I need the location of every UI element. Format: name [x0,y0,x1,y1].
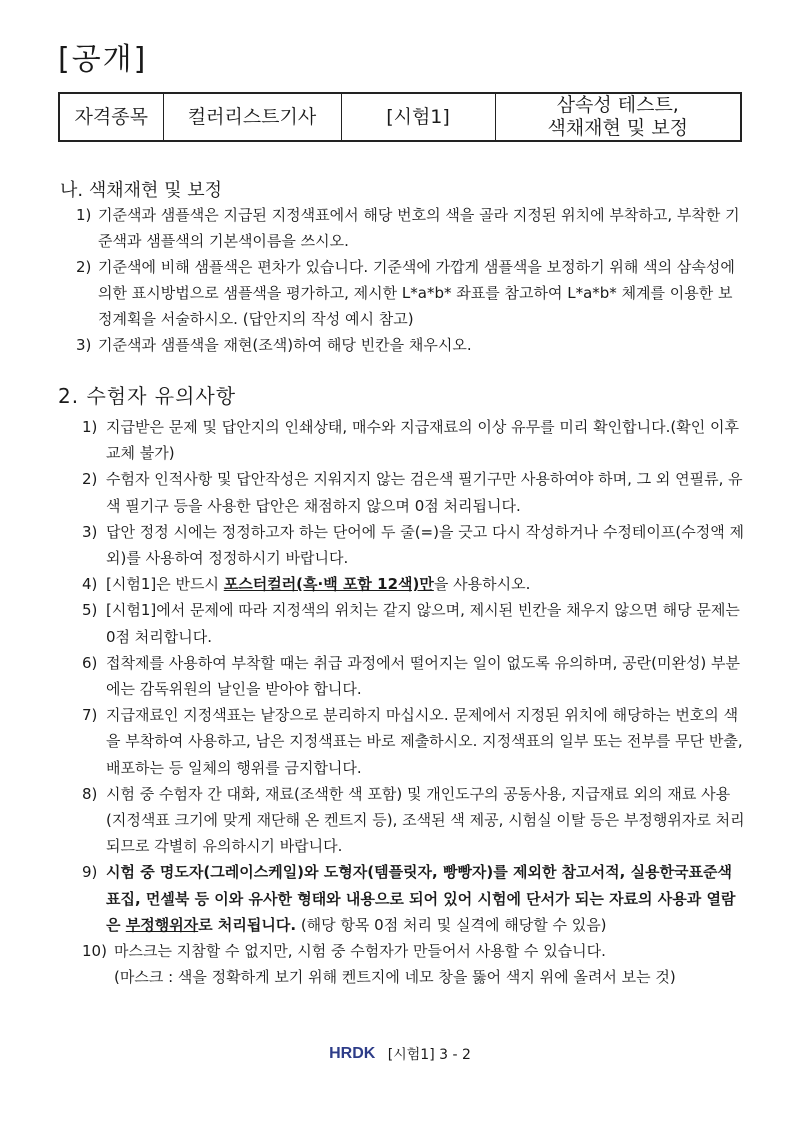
item-number: 4) [82,575,98,594]
item-text-bold: 시험 중 명도자(그레이스케일)와 도형자(템플릿자, 빵빵자)를 제외한 참고서적, 실용한국표준색표집, 먼셀북 등 이와 유사한 형태와 내용으로 되어 있어 시험에 단서가 되는 자료의 사용과 열람은 [106,863,736,934]
list-item [82,571,746,597]
item-number: 3) [76,336,92,354]
color-reproduction-list [76,202,746,358]
list-item [82,938,746,990]
list-item [82,702,746,781]
subject-header-table [58,92,742,142]
candidate-notes-list [82,414,746,990]
item-number: 2) [76,258,92,276]
item-text-pre: [시험1]은 반드시 [106,575,224,594]
header-subject-label: 자격종목 [59,93,163,141]
item-text [82,859,746,938]
item-number: 10) [82,942,107,961]
list-item [76,202,746,254]
item-text: 마스크는 지참할 수 없지만, 시험 중 수험자가 만들어서 사용할 수 있습니다. [114,942,606,961]
header-exam-label: [시험1] [341,93,495,141]
item-text-emphasis: 포스터컬러(흑·백 포함 12색)만 [223,575,434,594]
item-number: 8) [82,784,98,803]
header-topic-line1: 삼속성 테스트, [556,94,679,116]
item-number: 5) [82,601,98,620]
item-text: 수험자 인적사항 및 답안작성은 지워지지 않는 검은색 필기구만 사용하여야 하며, 그 외 연필류, 유색 필기구 등을 사용한 답안은 채점하지 않으며 0점 처리됩니다. [106,470,743,515]
list-item [82,519,746,571]
item-number: 7) [82,706,98,725]
page-footer [0,1044,800,1064]
section-title-color-reproduction: 나. 색채재현 및 보정 [60,180,222,201]
page-number: [시험1] 3 - 2 [387,1047,471,1063]
header-exam-topic [495,93,741,141]
page-label: [공개] [58,42,148,77]
item-text: 접착제를 사용하여 부착할 때는 취급 과정에서 떨어지는 일이 없도록 유의하며, 공란(미완성) 부분에는 감독위원의 날인을 받아야 합니다. [106,653,741,699]
item-text: [시험1]에서 문제에 따라 지정색의 위치는 같지 않으며, 제시된 빈칸을 채우지 않으면 해당 문제는 0점 처리합니다. [106,601,740,646]
list-item [82,781,746,860]
list-item [82,597,746,649]
item-number: 9) [82,863,98,882]
hrdk-logo: HRDK [329,1045,376,1062]
list-item [76,332,746,358]
list-item [76,254,746,332]
section-title-candidate-notes: 2. 수험자 유의사항 [58,384,237,408]
item-text: 기준색과 샘플색을 재현(조색)하여 해당 빈칸을 채우시오. [98,336,472,354]
header-subject-name: 컬러리스트기사 [163,93,341,141]
item-text-post: 을 사용하시오. [433,575,531,594]
item-number: 6) [82,653,98,672]
header-topic-line2: 색채재현 및 보정 [547,117,689,139]
list-item [82,650,746,702]
item-text: 시험 중 수험자 간 대화, 재료(조색한 색 포함) 및 개인도구의 공동사용, 지급재료 외의 재료 사용(지정색표 크기에 맞게 재단해 온 켄트지 등), 조색된 색 제공, 시험실 이탈 등은 부정행위자로 처리되므로 각별히 유의하시기 바랍니다. [106,784,745,856]
item-number: 1) [82,418,98,436]
item-number: 1) [76,206,92,224]
item-text: 답안 정정 시에는 정정하고자 하는 단어에 두 줄(=)을 긋고 다시 작성하거나 수정테이프(수정액 제외)를 사용하여 정정하시기 바랍니다. [106,522,744,568]
item-note: (마스크 : 색을 정확하게 보기 위해 켄트지에 네모 창을 뚫어 색지 위에 올려서 보는 것) [114,968,676,987]
item-number: 2) [82,470,98,489]
item-text: 지급재료인 지정색표는 낱장으로 분리하지 마십시오. 문제에서 지정된 위치에 해당하는 번호의 색을 부착하여 사용하고, 남은 지정색표는 바로 제출하시오. 지정색표의 일부 또는 전부를 무단 반출, 배포하는 등 일체의 행위를 금지합니다. [106,706,743,777]
item-text: 지급받은 문제 및 답안지의 인쇄상태, 매수와 지급재료의 이상 유무를 미리 확인합니다.(확인 이후 교체 불가) [106,418,739,463]
item-text-bold-end: 로 처리됩니다. [198,915,297,934]
list-item [82,466,746,518]
item-text: 기준색에 비해 샘플색은 편차가 있습니다. 기준색에 가깝게 샘플색을 보정하기 위해 색의 삼속성에 의한 표시방법으로 샘플색을 평가하고, 제시한 L*a*b* 좌표를 참고하여 L*a*b* 체계를 이용한 보정계획을 서술하시오. (답안지의 작성 예시 참고) [98,258,735,328]
item-text: 기준색과 샘플색은 지급된 지정색표에서 해당 번호의 색을 골라 지정된 위치에 부착하고, 부착한 기준색과 샘플색의 기본색이름을 쓰시오. [98,206,740,250]
item-text-post: (해당 항목 0점 처리 및 실격에 해당할 수 있음) [296,915,607,934]
list-item [82,859,746,938]
item-number: 3) [82,522,98,541]
list-item [82,414,746,466]
item-text-emphasis: 부정행위자 [125,915,199,934]
item-text [82,571,746,597]
